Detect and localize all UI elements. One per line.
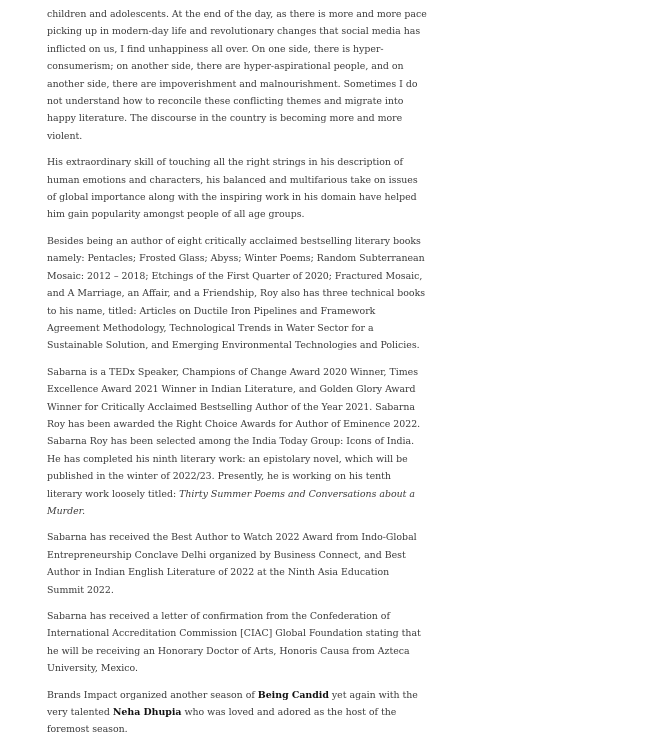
being-candid-end: who was loved and adored as the host of the foremost season. (47, 707, 397, 736)
paragraph-awards (47, 364, 429, 521)
upcoming-work-title: Thirty Summer Poems and Conversations about a Murder. (47, 488, 415, 517)
host-name: Neha Dhupia (112, 707, 182, 719)
paragraph-being-candid (47, 687, 429, 739)
paragraph-books: Besides being an author of eight critically acclaimed bestselling literary books namely: Pentacles; Frosted Glass; Abyss; Winter Poems; Random Subterranean Mosaic: 2012 – 2018; Etchings of the First Quarter of 2020; Fractured Mosaic, and A Marriage, an Affair, and a Friendship, Roy also has three technical books to his name, titled: Articles on Ductile Iron Pipelines and Framework Agreement Methodology, Technological Trends in Water Sector for a Sustainable Solution, and Emerging Environmental Technologies and Policies. (47, 235, 426, 352)
being-candid-middle: yet again with the very talented (47, 689, 418, 719)
show-name: Being Candid (257, 689, 329, 701)
paragraph-skill: His extraordinary skill of touching all the right strings in his description of human emotions and characters, his balanced and multifarious take on issues of global importance along with the inspiring work in his domain have helped him gain popularity amongst people of all age groups. (47, 157, 418, 221)
paragraph-honorary-doctorate: Sabarna has received a letter of confirmation from the Confederation of International Accreditation Commission [CIAC] Global Foundation stating that he will be receiving an Honorary Doctor of Arts, Honoris Causa from Azteca University, Mexico. (47, 611, 421, 675)
paragraph-awards-text: Sabarna is a TEDx Speaker, Champions of Change Award 2020 Winner, Times Excellence Award 2021 Winner in Indian Literature, and Golden Glory Award Winner for Critically Acclaimed Bestselling Author of the Year 2021. Sabarna Roy has been awarded the Right Choice Awards for Author of Eminence 2022. Sabarna Roy has been selected among the India Today Group: Icons of India. He has completed his ninth literary work: an epistolary novel, which will be published in the winter of 2022/23. Presently, he is working on his tenth literary work loosely titled: (47, 366, 421, 500)
article-body (47, 6, 429, 748)
being-candid-intro: Brands Impact organized another season of (47, 689, 258, 701)
paragraph-unhappiness: children and adolescents. At the end of the day, as there is more and more pace picking up in modern-day life and revolutionary changes that social media has inflicted on us, I find unhappiness all over. On one side, there is hyper-consumerism; on another side, there are hyper-aspirational people, and on another side, there are impoverishment and malnourishment. Sometimes I do not understand how to reconcile these conflicting themes and migrate into happy literature. The discourse in the country is becoming more and more violent. (47, 9, 427, 142)
paragraph-best-author: Sabarna has received the Best Author to Watch 2022 Award from Indo-Global Entrepreneurship Conclave Delhi organized by Business Connect, and Best Author in Indian English Literature of 2022 at the Ninth Asia Education Summit 2022. (47, 532, 417, 596)
